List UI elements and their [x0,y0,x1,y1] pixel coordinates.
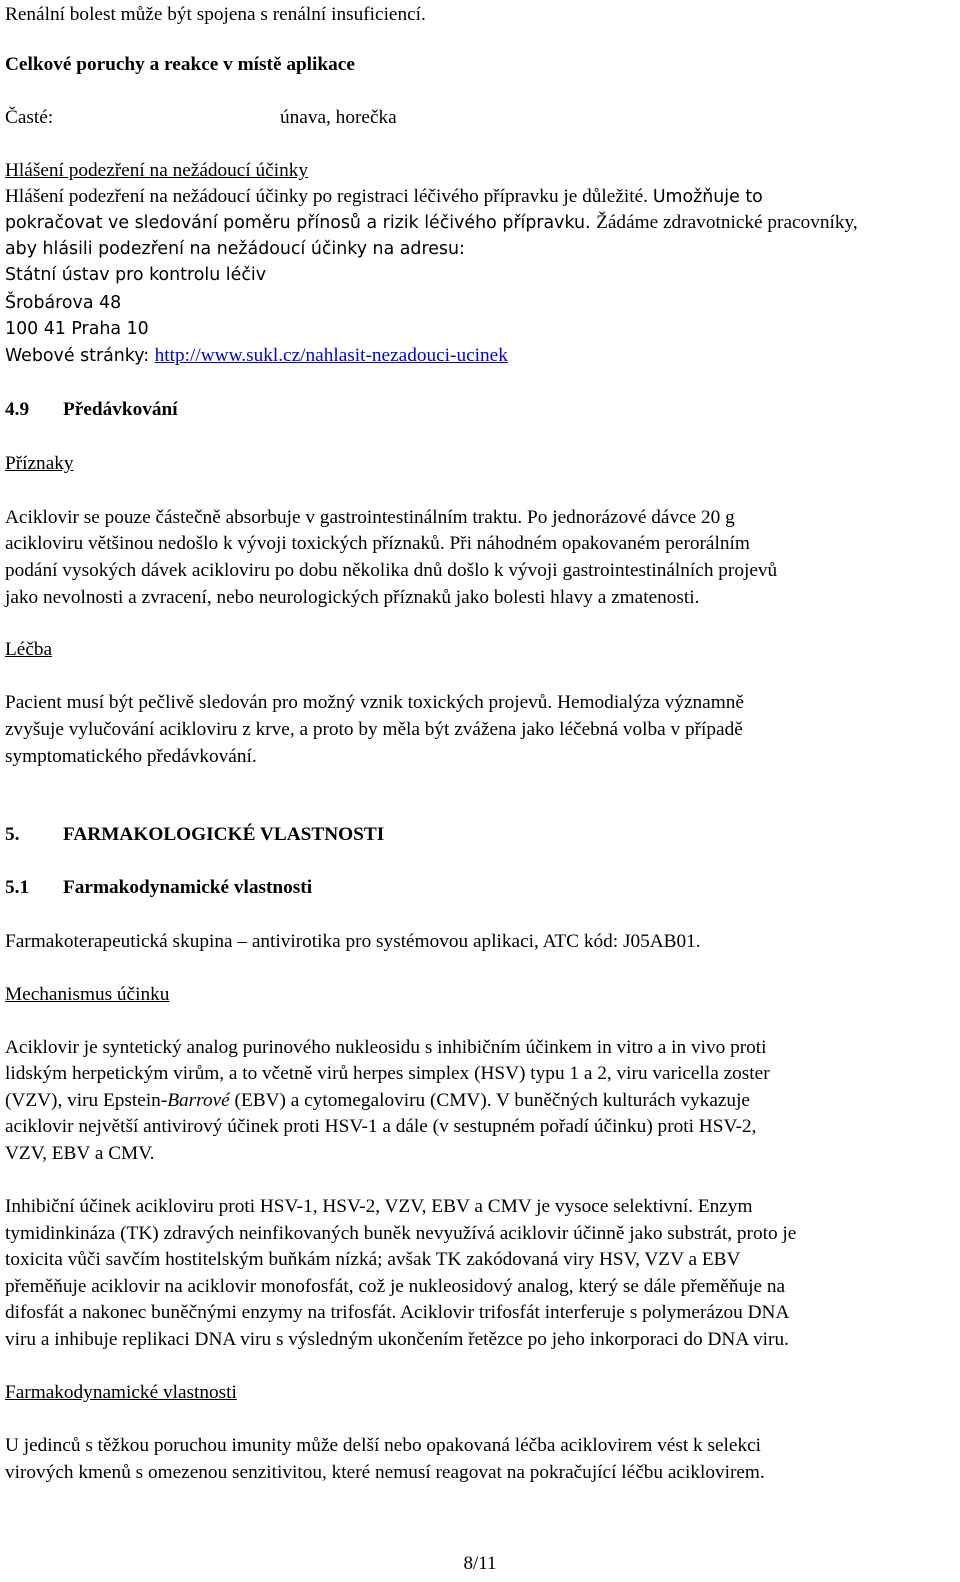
address-line: 100 41 Praha 10 [5,319,149,339]
paragraph-line: jako nevolnosti a zvracení, nebo neurologických příznaků jako bolesti hlavy a zmatenosti. [5,587,700,608]
address-line: Šrobárova 48 [5,293,122,313]
paragraph-line: Renální bolest může být spojena s renální insuficiencí. [5,4,426,25]
subheading-pharmacodynamic: Farmakodynamické vlastnosti [5,1382,237,1403]
subheading-treatment: Léčba [5,639,53,660]
section-number: 4.9 [5,399,30,420]
section-heading-overdose [5,397,178,423]
paragraph-line: Hlášení podezření na nežádoucí účinky po registraci léčivého přípravku je důležité. Umožňuje to [5,186,763,207]
paragraph-line: pokračovat ve sledování poměru přínosů a rizik léčivého přípravku. Žádáme zdravotnické pracovníky, [5,212,858,233]
sukl-report-link[interactable]: http://www.sukl.cz/nahlasit-nezadouci-ucinek [154,345,508,366]
paragraph-line: (VZV), viru Epstein-Barrové (EBV) a cytomegaloviru (CMV). V buněčných kulturách vykazuje [5,1090,750,1111]
paragraph-line: aby hlásili podezření na nežádoucí účinky na adresu: [5,239,465,259]
paragraph-line: lidským herpetickým virům, a to včetně virů herpes simplex (HSV) typu 1 a 2, viru varicella zoster [5,1063,770,1084]
paragraph-line: Farmakoterapeutická skupina – antivirotika pro systémovou aplikaci, ATC kód: J05AB01. [5,931,701,952]
section-title: Farmakodynamické vlastnosti [63,877,313,898]
paragraph-line: difosfát a nakonec buněčnými enzymy na trifosfát. Aciklovir trifosfát interferuje s polymerázou DNA [5,1302,790,1323]
subheading-symptoms: Příznaky [5,453,74,474]
section-number: 5. [5,824,20,845]
section-heading-pharmacodynamic [5,875,312,901]
frequency-value: únava, horečka [280,107,397,128]
page-number: 8/11 [463,1553,497,1574]
frequency-label: Časté: [5,107,54,128]
frequency-row [5,105,397,131]
section-title: FARMAKOLOGICKÉ VLASTNOSTI [63,824,385,845]
paragraph-line: Aciklovir je syntetický analog purinového nukleosidu s inhibičním účinkem in vitro a in vivo proti [5,1037,767,1058]
section-number: 5.1 [5,877,30,898]
paragraph-line: aciklovir největší antivirový účinek proti HSV-1 a dále (v sestupném pořadí účinku) proti HSV-2, [5,1116,757,1137]
paragraph-line: přeměňuje aciklovir na aciklovir monofosfát, což je nukleosidový analog, který se dále přeměňuje na [5,1276,786,1297]
paragraph-line: toxicita vůči savčím hostitelským buňkám nízká; avšak TK zakódovaná viry HSV, VZV a EBV [5,1249,741,1270]
website-line [5,343,508,369]
paragraph-line: U jedinců s těžkou poruchou imunity může delší nebo opakovaná léčba aciklovirem vést k selekci [5,1435,762,1456]
section-heading-pharmacological [5,822,384,848]
subheading-mechanism: Mechanismus účinku [5,984,170,1005]
website-label: Webové stránky: [5,346,155,366]
paragraph-line: symptomatického předávkování. [5,746,257,767]
subheading-reporting: Hlášení podezření na nežádoucí účinky [5,160,309,181]
paragraph-line: virových kmenů s omezenou senzitivitou, které nemusí reagovat na pokračující léčbu aciklovirem. [5,1462,765,1483]
section-heading-general-disorders: Celkové poruchy a reakce v místě aplikace [5,54,355,75]
paragraph-line: acikloviru většinou nedošlo k vývoji toxických příznaků. Při náhodném opakovaném perorálním [5,533,750,554]
paragraph-line: tymidinkináza (TK) zdravých neinfikovaných buněk nevyužívá aciklovir účinně jako substrát, proto je [5,1223,797,1244]
paragraph-line: VZV, EBV a CMV. [5,1143,155,1164]
paragraph-line: Inhibiční účinek acikloviru proti HSV-1, HSV-2, VZV, EBV a CMV je vysoce selektivní. Enzym [5,1196,753,1217]
paragraph-line: viru a inhibuje replikaci DNA viru s výsledným ukončením řetězce po jeho inkorporaci do DNA viru. [5,1329,789,1350]
section-title: Předávkování [63,399,178,420]
address-line: Státní ústav pro kontrolu léčiv [5,265,267,285]
paragraph-line: zvyšuje vylučování acikloviru z krve, a proto by měla být zvážena jako léčebná volba v případě [5,719,743,740]
paragraph-line: Aciklovir se pouze částečně absorbuje v gastrointestinálním traktu. Po jednorázové dávce 20 g [5,507,735,528]
paragraph-line: Pacient musí být pečlivě sledován pro možný vznik toxických projevů. Hemodialýza významně [5,692,744,713]
paragraph-line: podání vysokých dávek acikloviru po dobu několika dnů došlo k vývoji gastrointestinálních projevů [5,560,778,581]
